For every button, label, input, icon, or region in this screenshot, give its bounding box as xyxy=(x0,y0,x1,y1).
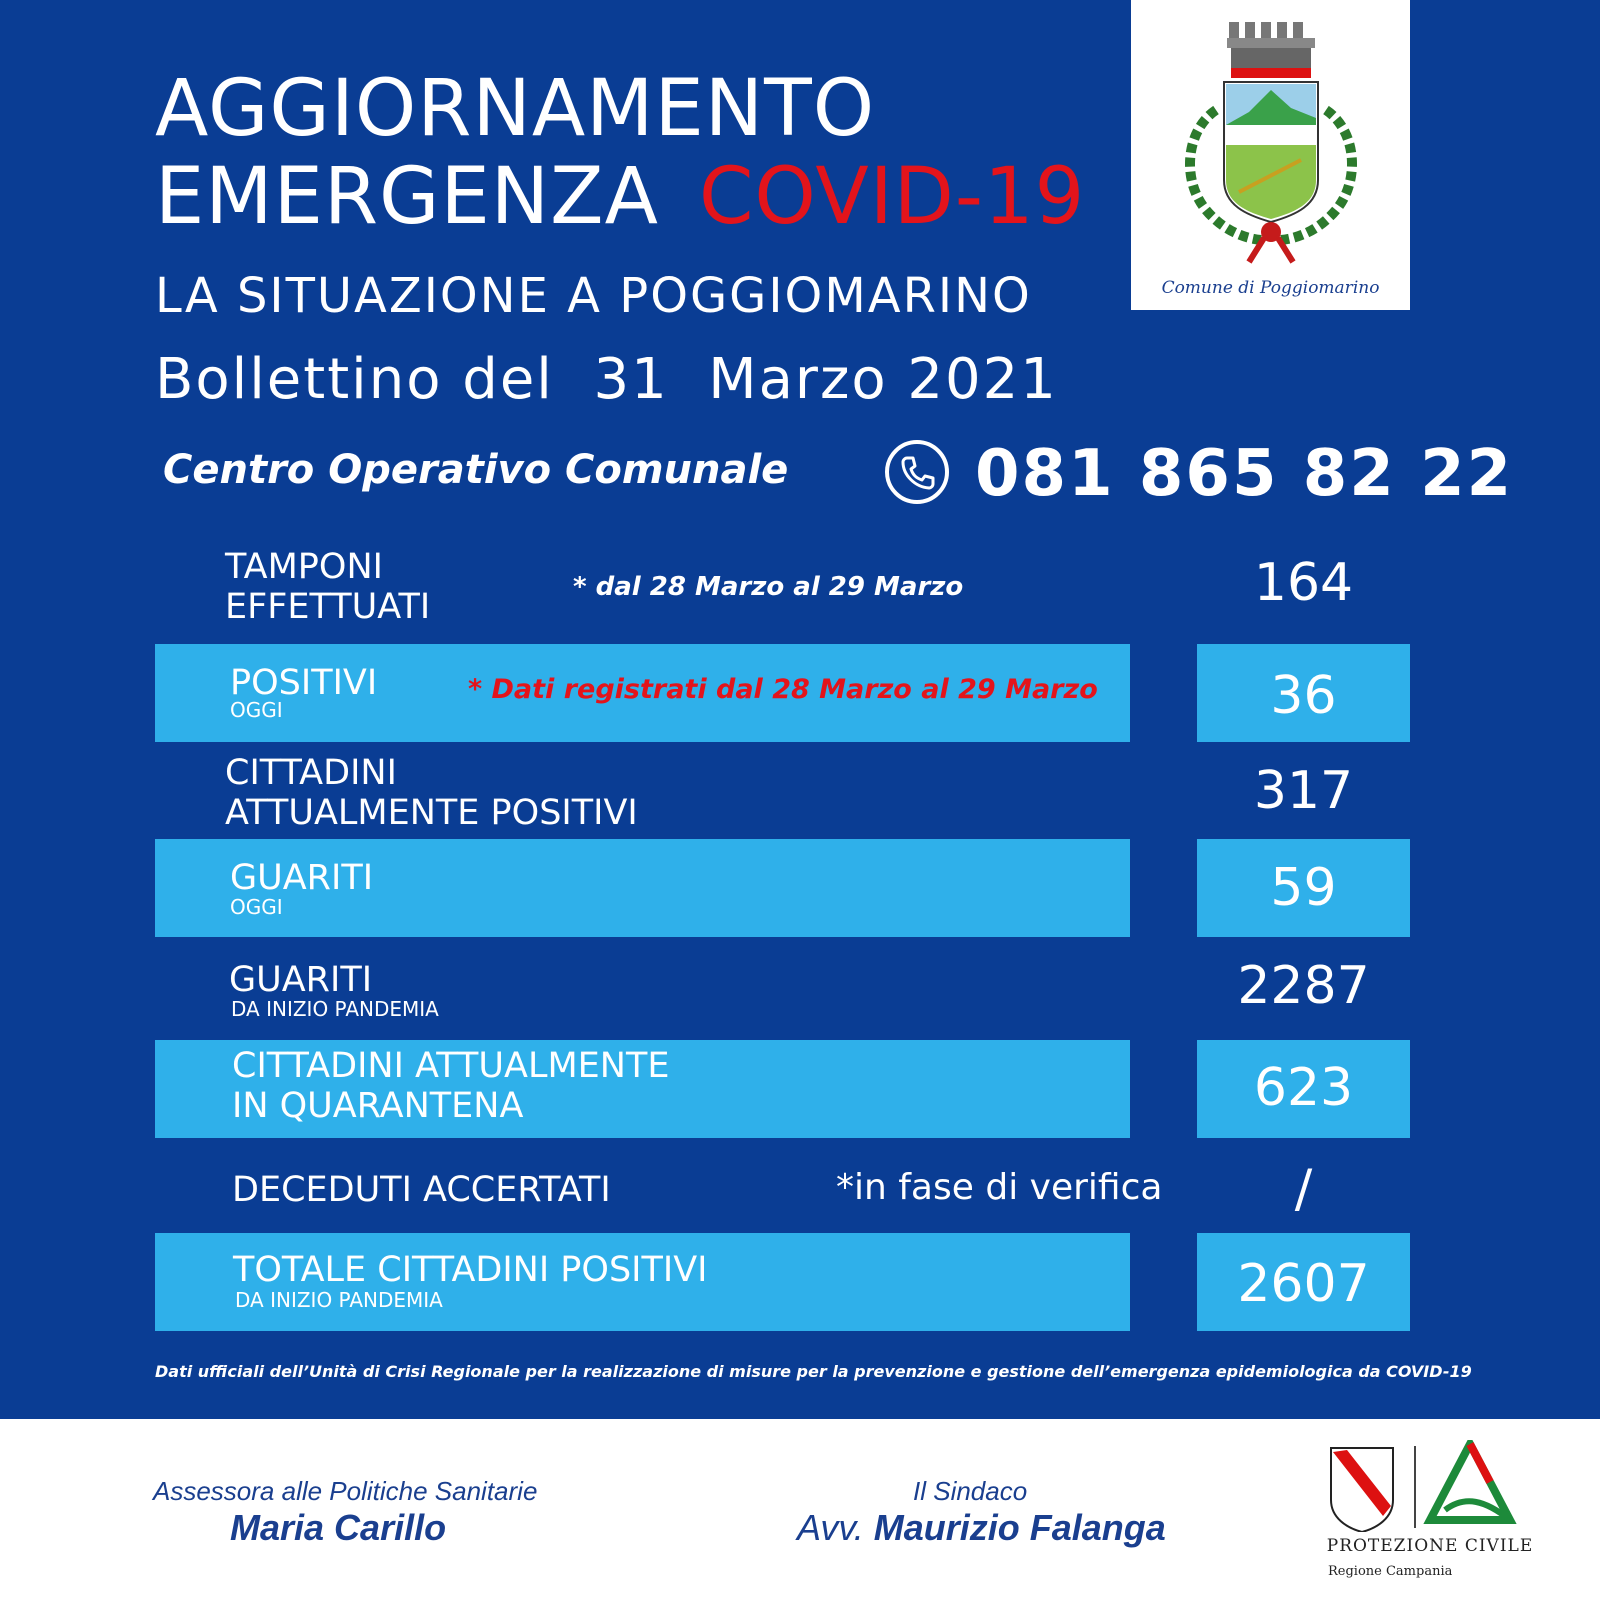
sindaco-name-text: Maurizio Falanga xyxy=(873,1507,1166,1548)
deceduti-note: *in fase di verifica xyxy=(836,1167,1163,1208)
protezione-civile-subtitle: Regione Campania xyxy=(1328,1564,1453,1579)
assessora-role: Assessora alle Politiche Sanitarie xyxy=(153,1476,538,1506)
guariti-tot-sublabel: DA INIZIO PANDEMIA xyxy=(231,997,439,1021)
quarantena-label-line1: CITTADINI ATTUALMENTE xyxy=(232,1046,670,1086)
attualmente-label-line2: ATTUALMENTE POSITIVI xyxy=(225,793,638,834)
sindaco-prefix: Avv. xyxy=(797,1507,864,1548)
guariti-oggi-label: GUARITI xyxy=(230,858,374,898)
municipal-crest xyxy=(1131,0,1410,310)
positivi-value: 36 xyxy=(1270,666,1337,726)
source-footnote: Dati ufficiali dell’Unità di Crisi Regionale per la realizzazione di misure per la prevenzione e gestione dell’emergenza epidemiologica da COVID-19 xyxy=(155,1362,1472,1381)
positivi-sublabel: OGGI xyxy=(230,698,283,722)
sindaco-role: Il Sindaco xyxy=(913,1476,1028,1506)
attualmente-label xyxy=(225,753,638,834)
deceduti-label: DECEDUTI ACCERTATI xyxy=(232,1170,611,1210)
tamponi-note: * dal 28 Marzo al 29 Marzo xyxy=(573,572,964,602)
quarantena-label-line2: IN QUARANTENA xyxy=(232,1086,524,1127)
tamponi-label xyxy=(225,547,430,628)
crest-icon xyxy=(1131,0,1410,275)
phone-icon xyxy=(885,440,949,504)
protezione-civile-title: PROTEZIONE CIVILE xyxy=(1326,1536,1534,1556)
crest-caption: Comune di Poggiomarino xyxy=(1161,278,1380,298)
totale-value: 2607 xyxy=(1237,1254,1370,1314)
phone-number[interactable]: 081 865 82 22 xyxy=(975,437,1514,511)
attualmente-value: 317 xyxy=(1253,761,1354,821)
totale-label: TOTALE CITTADINI POSITIVI xyxy=(233,1250,708,1290)
attualmente-label-line1: CITTADINI xyxy=(225,753,397,793)
guariti-oggi-sublabel: OGGI xyxy=(230,895,283,919)
tamponi-label-line2: EFFETTUATI xyxy=(225,587,431,628)
protezione-civile-logo xyxy=(1325,1440,1535,1590)
guariti-tot-label: GUARITI xyxy=(229,960,373,1000)
title-line-2 xyxy=(155,152,1086,242)
deceduti-value: / xyxy=(1294,1159,1313,1219)
assessora-name: Maria Carillo xyxy=(230,1507,447,1548)
quarantena-value: 623 xyxy=(1253,1058,1354,1118)
guariti-tot-value: 2287 xyxy=(1237,956,1370,1016)
positivi-label: POSITIVI xyxy=(230,663,378,703)
title-line-1: AGGIORNAMENTO xyxy=(155,64,876,154)
quarantena-label xyxy=(232,1046,669,1127)
sindaco-name xyxy=(797,1507,1166,1548)
tamponi-value: 164 xyxy=(1253,553,1354,613)
totale-sublabel: DA INIZIO PANDEMIA xyxy=(235,1288,443,1312)
title-emergenza: EMERGENZA xyxy=(155,152,659,242)
centre-label: Centro Operativo Comunale xyxy=(163,447,789,493)
bulletin-date: Bollettino del 31 Marzo 2021 xyxy=(155,347,1058,412)
title-covid: COVID-19 xyxy=(698,152,1086,242)
subtitle: LA SITUAZIONE A POGGIOMARINO xyxy=(155,268,1032,324)
positivi-note: * Dati registrati dal 28 Marzo al 29 Marzo xyxy=(468,674,1098,705)
guariti-oggi-value: 59 xyxy=(1270,858,1337,918)
tamponi-label-line1: TAMPONI xyxy=(225,547,383,587)
